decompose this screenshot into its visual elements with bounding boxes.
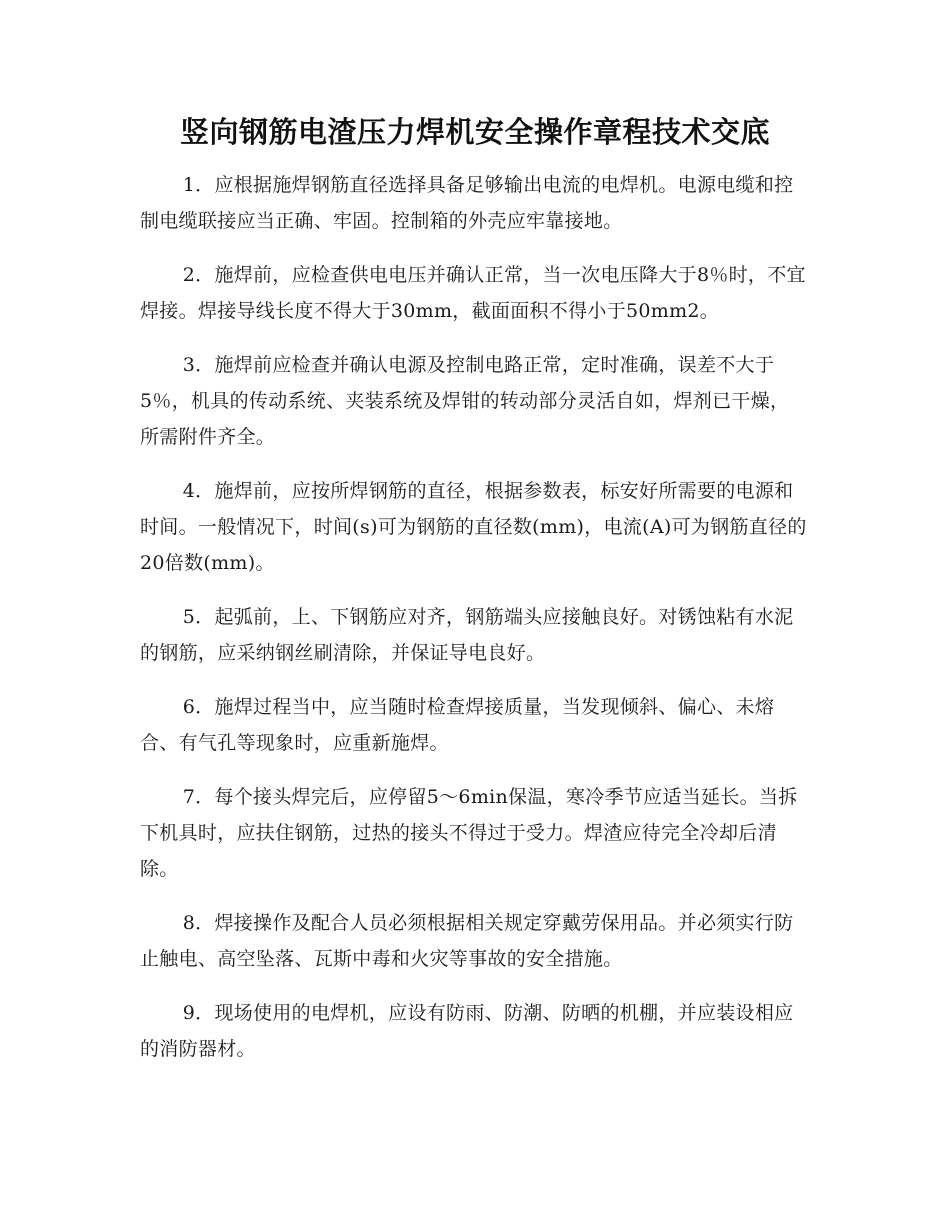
paragraph-3: 3．施焊前应检查并确认电源及控制电路正常，定时准确，误差不大于5％，机具的传动系统、夹装系统及焊钳的转动部分灵活自如，焊剂已干燥，所需附件齐全。 <box>140 354 790 448</box>
paragraph-5: 5．起弧前，上、下钢筋应对齐，钢筋端头应接触良好。对锈蚀粘有水泥的钢筋，应采纳钢丝刷清除，并保证导电良好。 <box>140 606 794 664</box>
paragraph-9: 9．现场使用的电焊机，应设有防雨、防潮、防晒的机棚，并应装设相应的消防器材。 <box>140 1002 794 1060</box>
document-title: 竖向钢筋电渣压力焊机安全操作章程技术交底 <box>179 115 770 149</box>
paragraph-4: 4．施焊前，应按所焊钢筋的直径，根据参数表，标安好所需要的电源和时间。一般情况下，时间(s)可为钢筋的直径数(mm)，电流(A)可为钢筋直径的20倍数(mm)。 <box>140 480 807 574</box>
paragraph-7: 7．每个接头焊完后，应停留5～6min保温，寒冷季节应适当延长。当拆下机具时，应扶住钢筋，过热的接头不得过于受力。焊渣应待完全冷却后清除。 <box>140 786 798 880</box>
paragraph-6: 6．施焊过程当中，应当随时检查焊接质量，当发现倾斜、偏心、未熔合、有气孔等现象时，应重新施焊。 <box>140 696 775 754</box>
document-body <box>140 167 808 1085</box>
paragraph-1: 1．应根据施焊钢筋直径选择具备足够输出电流的电焊机。电源电缆和控制电缆联接应当正确、牢固。控制箱的外壳应牢靠接地。 <box>140 174 794 232</box>
paragraph-8: 8．焊接操作及配合人员必须根据相关规定穿戴劳保用品。并必须实行防止触电、高空坠落、瓦斯中毒和火灾等事故的安全措施。 <box>140 912 794 970</box>
paragraph-2: 2．施焊前，应检查供电电压并确认正常，当一次电压降大于8％时，不宜焊接。焊接导线长度不得大于30mm，截面面积不得小于50mm2。 <box>140 264 806 322</box>
